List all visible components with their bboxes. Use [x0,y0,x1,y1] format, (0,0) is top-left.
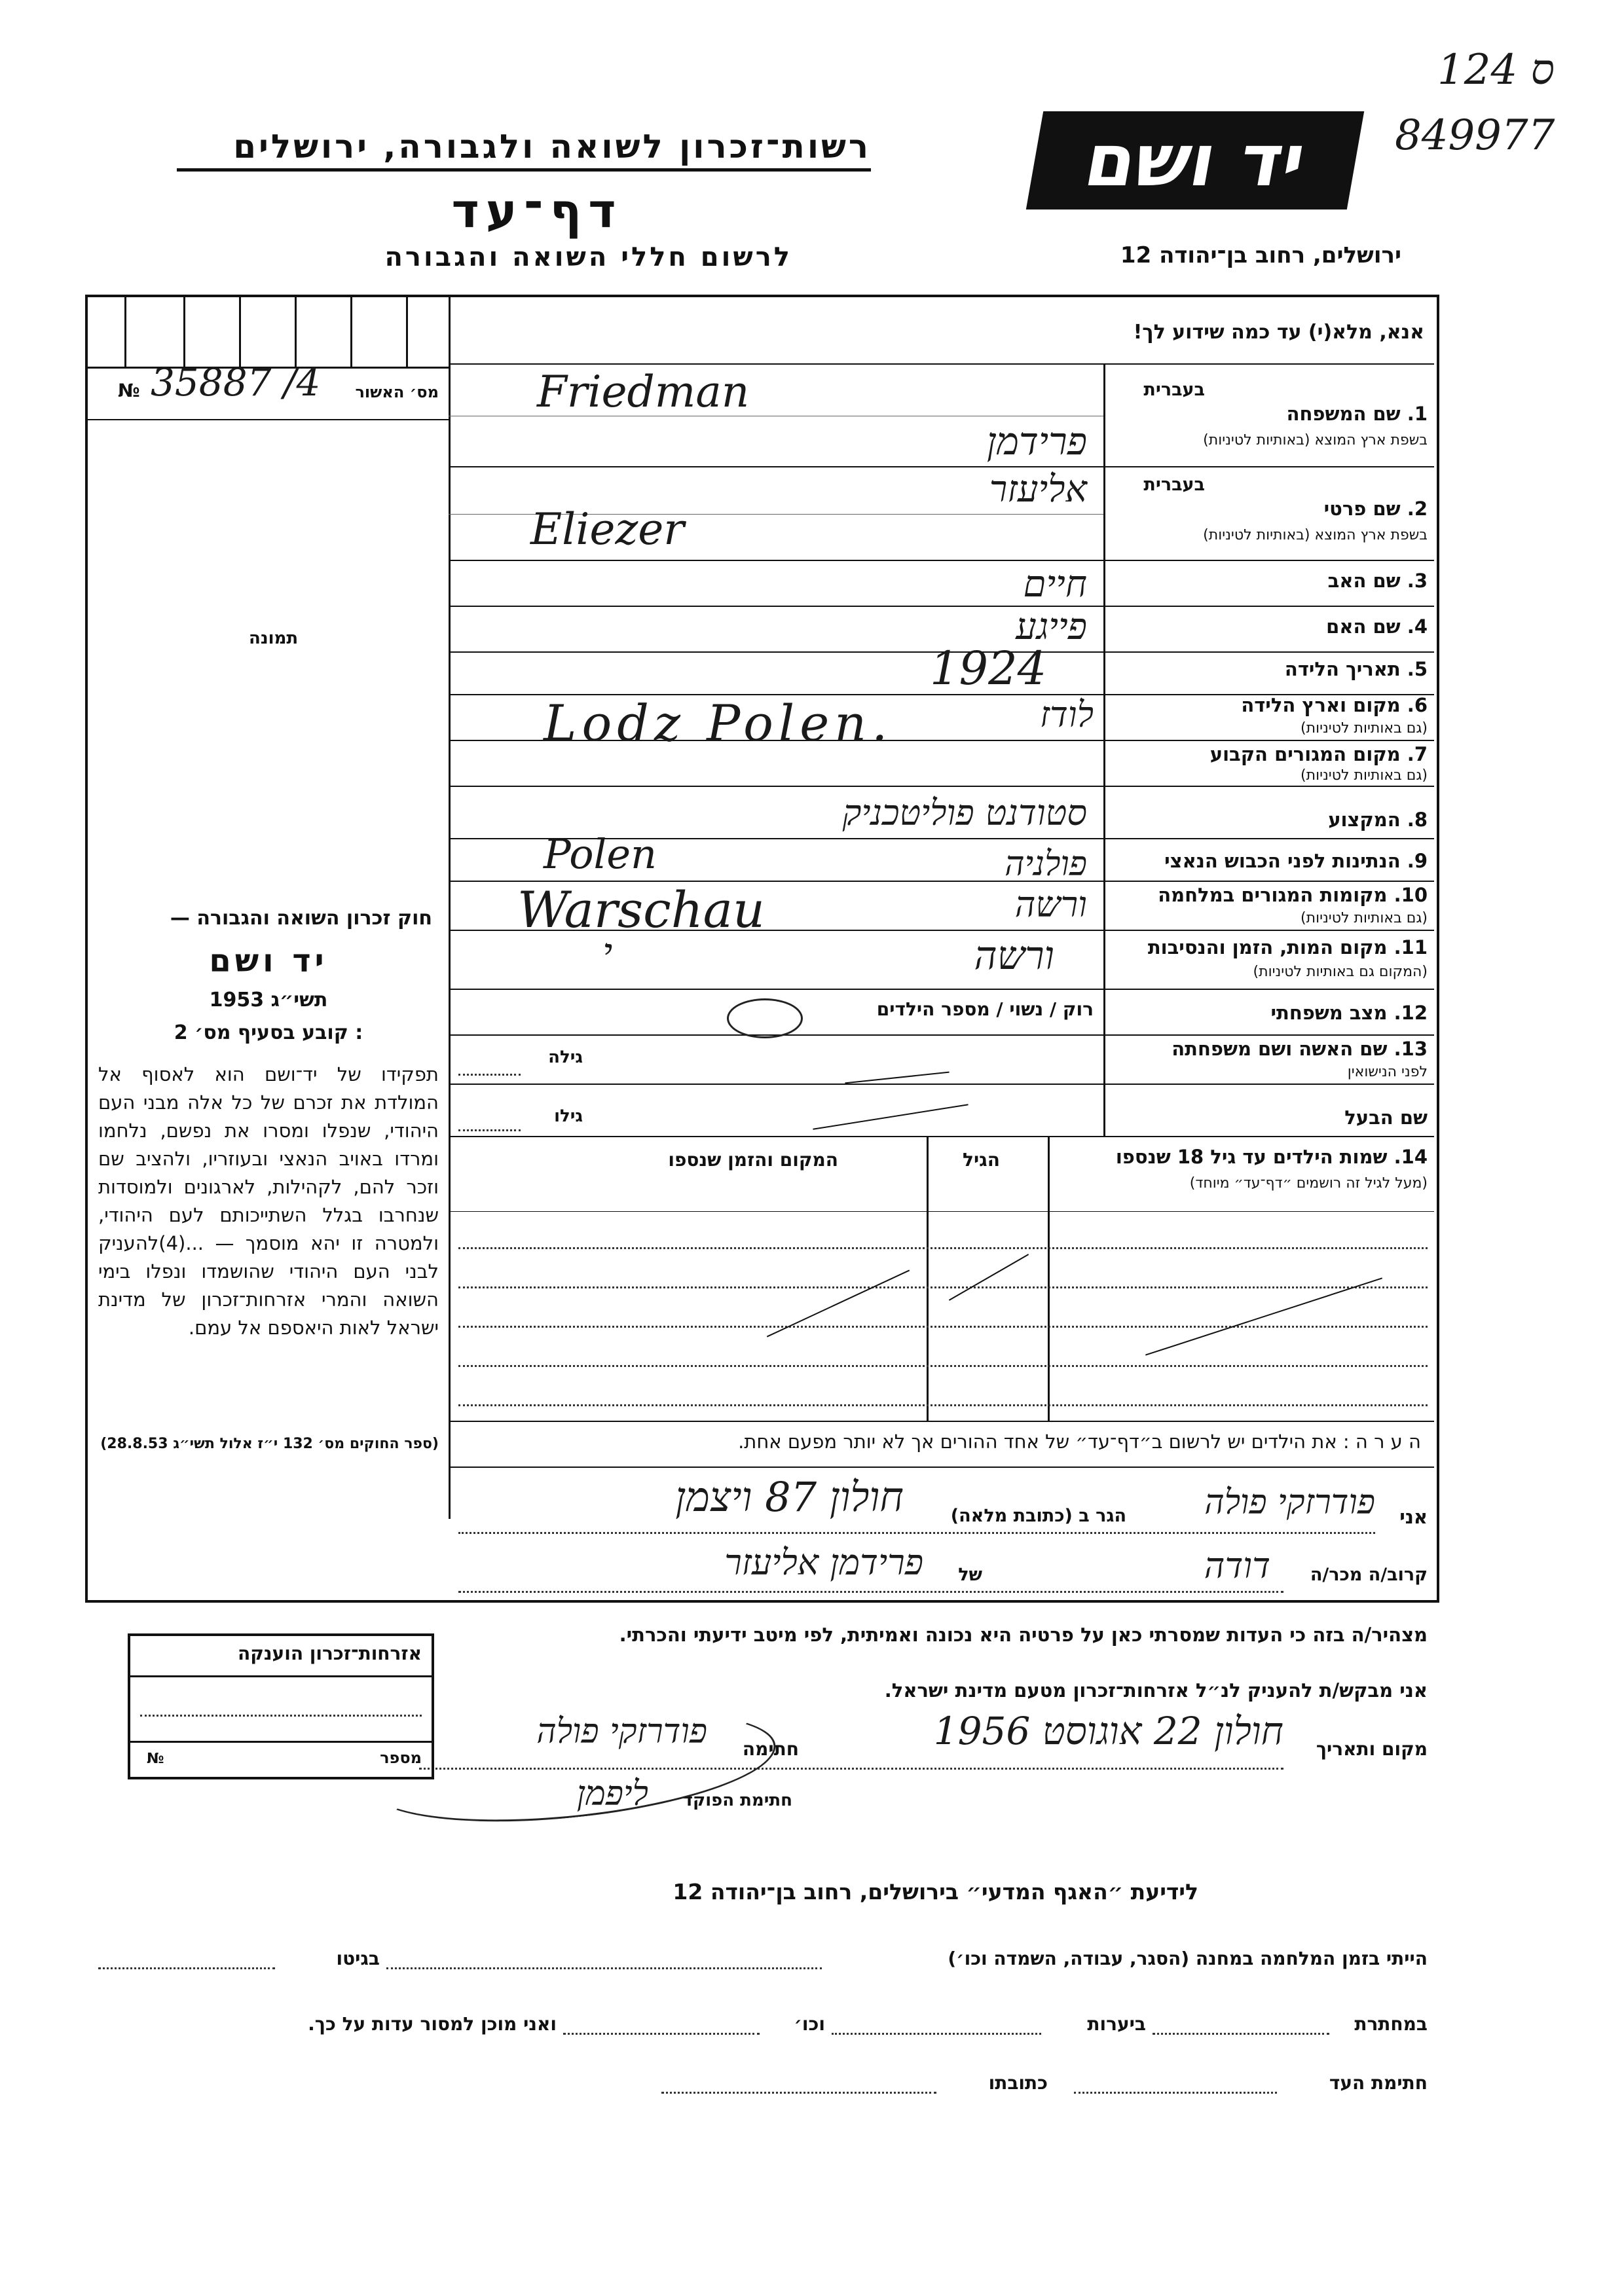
field12-label: 12. מצב משפחתי [1270,1002,1428,1024]
decl-relation-value: דודה [1204,1545,1270,1586]
field7-sublabel: (גם באותיות לטיניות) [1301,767,1428,784]
field2-value-hebrew: אליעזר [989,468,1087,511]
decl-residing-label: הגר ב (כתובת מלאה) [950,1506,1126,1526]
reg-label: מס׳ האשור [355,383,439,401]
corner-file-number: 124 ס [1437,46,1555,94]
field1-sublabel: בשפת ארץ המוצא (באותיות לטיניות) [1203,432,1428,448]
col-place-time-header: המקום והזמן שנספו [668,1149,838,1171]
field10-label: 10. מקומות המגורים במלחמה [1158,884,1428,906]
field6-value-hebrew: לודז [1039,694,1094,735]
wife-age-dots [458,1074,521,1076]
field1-value-latin: Friedman [537,367,750,417]
field13-label: 13. שם האשה ושם משפחתה [1172,1038,1428,1060]
children-col-divider-1 [1048,1136,1050,1421]
in-hebrew-1: בעברית [1143,380,1205,400]
field9-value-latin: Polen [544,830,657,878]
field9-label: 9. הנתינות לפני הכבוש הנאצי [1164,850,1428,872]
field5-value: 1924 [930,642,1047,695]
field11-mark: י [602,930,613,974]
form-instruction: אנא, מלא(י) עד כמה שידוע לך! [1133,321,1424,344]
logo-text: יד ושם [1079,118,1312,202]
law-body: תפקידו של יד־ושם הוא לאסוף אל המולדת את זכרם של כל אלה מבני העם היהודי, שנפלו ומסרו את נפשם, נלחמו ומרדו באויב הנאצי ובעוזריו, ולהציב שם וזכר להם, לקהילות, לארגונים ולמוסדות שנחרבו בגלל השתייכותם לעם היהודי, ולמטרה זו יהא מוסמך — ...(4)להעניק לבני העם היהודי שהושמדו ונפלו בימי השואה והמרי אזרחות־זכרון של מדינת ישראל לאות היאספם אל עמם. [98,1063,439,1339]
officer-signature: ליפמן [576,1774,648,1813]
yad-vashem-logo [1026,111,1364,210]
footer-line3-witness: חתימת העד [1329,2072,1428,2094]
field7-label: 7. מקום המגורים הקבוע [1209,743,1428,765]
field12-strike [727,998,803,1038]
decl-relation-label: קרוב/ה מכר/ה [1310,1565,1428,1585]
law-year: תשי״ג 1953 [209,989,328,1011]
field9-value-hebrew: פולניה [1005,845,1087,884]
field4-label: 4. שם האם [1326,615,1428,638]
children-note: ה ע ר ה : את הילדים יש לרשום ב״דף־עד״ של אחד ההורים אך לא יותר מפעם אחת. [738,1430,1421,1453]
officer-label: חתימת הפוקד [682,1791,792,1810]
certificate-box [128,1633,434,1779]
field11-value: ורשה [974,933,1054,979]
decl-of-label: של [958,1565,982,1585]
field3-label: 3. שם האב [1327,570,1428,592]
field11-label: 11. מקום המות, הזמן והנסיבות [1147,936,1428,958]
footer-line2-forests: ביערות [1087,2013,1146,2035]
field2-label: 2. שם פרטי [1323,498,1428,520]
footer-line1-ghetto: בגיטו [336,1948,380,1969]
children-col-divider-2 [927,1136,929,1421]
decl-ani: אני [1399,1506,1428,1528]
field1-label: 1. שם המשפחה [1286,403,1428,425]
signature-value: פודרזקי פולה [536,1712,707,1751]
instruction-underline [449,363,1434,365]
decl-request: אני מבקש/ת להעניק לנ״ל אזרחות־זכרון מטעם מדינת ישראל. [884,1679,1428,1702]
field6-label: 6. מקום וארץ הלידה [1241,694,1428,716]
field3-value: חיים [1023,563,1087,606]
label-column-divider [1103,363,1105,1136]
form-title: דף־עד [451,183,623,238]
field13-sublabel: לפני הנישואין [1347,1064,1428,1080]
field14-sublabel: (מעל לגיל זה רושמים ״דף־עד״ מיוחד) [1189,1175,1428,1192]
cert-no-mark: № [147,1751,164,1767]
form-subtitle: לרשום חללי השואה והגבורה [384,242,792,272]
decl-statement: מצהיר/ה בזה כי העדות שמסרתי כאן על פרטיה היא נכונה ואמיתית, לפי מיטב ידיעתי והכרתי. [619,1624,1428,1646]
reg-number-value: 35887 /4 [151,360,321,405]
decl-of-value: פרידמן אליעזר [724,1542,923,1583]
law-name: יד ושם [209,943,328,979]
field5-label: 5. תאריך הלידה [1284,658,1428,680]
place-date-value: חולון 22 אוגוסט 1956 [933,1709,1283,1753]
field12-options: רוק / נשוי / מספר הילדים [876,998,1094,1020]
field10-sublabel: (גם באותיות לטיניות) [1301,910,1428,926]
field8-label: 8. המקצוע [1328,809,1428,831]
org-name: רשות־זכרון לשואה ולגבורה, ירושלים [177,128,871,172]
reg-row-bottom [85,419,449,420]
footer-line2-underground: במחתרת [1354,2013,1428,2035]
wife-age-label: גילה [548,1048,583,1067]
cert-number-label: מספר [380,1749,422,1767]
field10-value-latin: Warschau [517,881,765,939]
field2-value-latin: Eliezer [530,504,684,555]
field1-value-hebrew: פרידמן [986,419,1087,464]
place-date-label: מקום ותאריך [1316,1738,1428,1760]
field6-value-latin: Lodz Polen. [544,694,893,752]
husband-age-dots [458,1129,521,1131]
field2-sublabel: בשפת ארץ המוצא (באותיות לטיניות) [1203,527,1428,543]
footer-line2-testimony: ואני מוכן למסור עדות על כך. [308,2013,557,2035]
husband-age-label: גילו [554,1106,583,1126]
husband-label: שם הבעל [1344,1106,1428,1129]
corner-record-number: 849977 [1395,111,1555,160]
decl-name: פודרזקי פולה [1204,1483,1375,1522]
law-source: (ספר החוקים מס׳ 132 י״ז אלול תשי״ג 28.8.53) [100,1436,439,1452]
footer-title: לידיעת ״האגף המדעי״ בירושלים, רחוב בן־יהודה 12 [673,1879,1198,1904]
field14-label: 14. שמות הילדים עד גיל 18 שנספו [1115,1146,1428,1168]
law-section: קובע בסעיף מס׳ 2 : [174,1021,363,1044]
reg-no-mark: № [118,380,140,401]
field10-value-hebrew: ורשה [1014,884,1087,925]
footer-line3-address: כתובתו [988,2072,1048,2094]
field8-value: סטודנט פוליטכניק [842,792,1087,833]
col-age-header: הגיל [963,1149,1000,1171]
field4-value: פייגע [1016,606,1087,648]
header-address: ירושלים, רחוב בן־יהודה 12 [1120,242,1401,268]
field11-sublabel: (המקום גם באותיות לטיניות) [1253,964,1428,980]
decl-address: חולון 87 ויצמן [675,1473,904,1521]
law-title: חוק זכרון השואה והגבורה — [170,907,432,930]
left-column-divider [449,295,451,1519]
cert-title: אזרחות־זכרון הוענקה [238,1643,422,1664]
footer-line2-etc: וכו׳ [794,2013,825,2035]
in-hebrew-2: בעברית [1143,475,1205,495]
signature-label: חתימה [742,1738,799,1760]
photo-label: תמונה [249,629,299,648]
footer-line1-camp: הייתי בזמן המלחמה במחנה (הסגר, עבודה, השמדה וכו׳) [948,1948,1428,1969]
field6-sublabel: (גם באותיות לטיניות) [1301,720,1428,737]
reg-boxes [85,295,449,369]
